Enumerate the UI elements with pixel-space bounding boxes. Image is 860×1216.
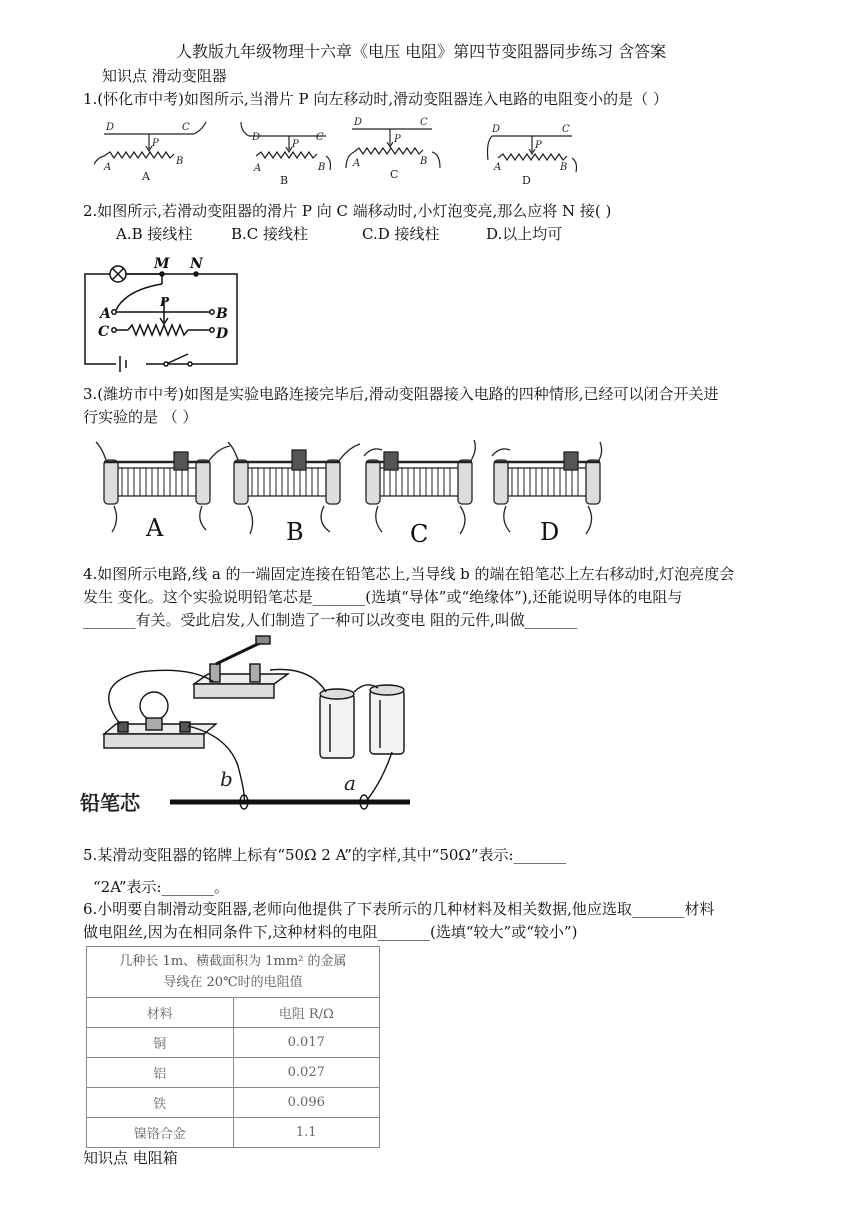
- q3-label-c: C: [410, 520, 429, 546]
- document-title: 人教版九年级物理十六章《电压 电阻》第四节变阻器同步练习 含答案: [176, 42, 667, 61]
- table-header-resistance: 电阻 R/Ω: [233, 998, 380, 1028]
- question-3-text-line1: 3.(潍坊市中考)如图是实验电路连接完毕后,滑动变阻器接入电路的四种情形,已经可以闭合开关进: [83, 385, 719, 403]
- q1-a-terminal-d: D: [106, 122, 115, 133]
- q1-b-terminal-b: B: [318, 162, 326, 173]
- table-row: [87, 1058, 380, 1088]
- q1-option-label-c: C: [390, 168, 399, 181]
- resistance-table: [86, 946, 380, 1148]
- q2-label-p: P: [160, 295, 170, 309]
- question-4-text-line2: 发生 变化。这个实验说明铅笔芯是_______(选填“导体”或“绝缘体”),还能说明导体的电阻与: [83, 588, 683, 606]
- table-cell-material: 铜: [87, 1028, 234, 1058]
- q1-b-terminal-c: C: [316, 132, 324, 143]
- q1-option-label-a: A: [142, 170, 150, 183]
- question-5-text-line2: “2A”表示:_______。: [93, 878, 230, 896]
- q1-d-terminal-b: B: [560, 162, 568, 173]
- table-caption-line2: 导线在 20℃时的电阻值: [163, 975, 303, 990]
- table-cell-material: 镍铬合金: [87, 1118, 234, 1148]
- q2-label-m: M: [154, 256, 170, 272]
- question-2-text: 2.如图所示,若滑动变阻器的滑片 P 向 C 端移动时,小灯泡变亮,那么应将 N 接( ): [83, 202, 612, 220]
- question-2-option-d: D.以上均可: [486, 225, 563, 243]
- table-cell-value: 0.017: [233, 1028, 380, 1058]
- question-6-text-line1: 6.小明要自制滑动变阻器,老师向他提供了下表所示的几种材料及相关数据,他应选取_______材料: [83, 900, 715, 918]
- q1-c-terminal-p: P: [394, 134, 401, 145]
- q1-d-terminal-a: A: [494, 162, 502, 173]
- question-2-option-c: C.D 接线柱: [362, 225, 440, 243]
- question-3-text-line2: 行实验的是 （ ）: [83, 408, 198, 426]
- section-heading-resistance-box: 知识点 电阻箱: [83, 1149, 178, 1167]
- q1-b-terminal-d: D: [252, 132, 261, 143]
- q4-pencil-lead-label: 铅笔芯: [80, 791, 140, 815]
- question-4-text-line3: _______有关。受此启发,人们制造了一种可以改变电 阻的元件,叫做_______: [83, 611, 578, 629]
- q1-d-terminal-d: D: [492, 124, 501, 135]
- q1-a-terminal-b: B: [176, 156, 184, 167]
- table-cell-value: 1.1: [233, 1118, 380, 1148]
- question-5-text-line1: 5.某滑动变阻器的铭牌上标有“50Ω 2 A”的字样,其中“50Ω”表示:_______: [83, 846, 567, 864]
- q1-a-terminal-c: C: [182, 122, 190, 133]
- table-row: [87, 1118, 380, 1148]
- q1-option-label-b: B: [280, 174, 289, 186]
- q2-label-d: D: [216, 326, 229, 342]
- question-4-text-line1: 4.如图所示电路,线 a 的一端固定连接在铅笔芯上,当导线 b 的端在铅笔芯上左右移动时,灯泡亮度会: [83, 565, 735, 583]
- q1-d-terminal-c: C: [562, 124, 570, 135]
- q3-label-a: A: [146, 514, 164, 542]
- question-3-rheostat-figures: [88, 436, 608, 546]
- table-cell-material: 铝: [87, 1058, 234, 1088]
- table-cell-value: 0.096: [233, 1088, 380, 1118]
- q4-wire-b-label: b: [220, 767, 233, 791]
- q2-label-b: B: [216, 306, 228, 322]
- table-header-material: 材料: [87, 998, 234, 1028]
- question-2-option-a: A.B 接线柱: [116, 225, 193, 243]
- table-caption-row: [87, 947, 380, 998]
- question-1-figure: [94, 114, 594, 186]
- q3-label-d: D: [540, 518, 560, 546]
- question-6-text-line2: 做电阻丝,因为在相同条件下,这种材料的电阻_______(选填“较大”或“较小”): [83, 923, 578, 941]
- table-caption: [87, 947, 380, 998]
- q1-b-terminal-a: A: [254, 163, 262, 174]
- q2-label-n: N: [190, 256, 203, 272]
- q1-option-label-d: D: [522, 174, 531, 186]
- section-heading-rheostat: 知识点 滑动变阻器: [102, 67, 227, 85]
- q1-c-terminal-a: A: [353, 158, 361, 169]
- q1-a-terminal-a: A: [104, 162, 112, 173]
- table-header-row: [87, 998, 380, 1028]
- table-cell-material: 铁: [87, 1088, 234, 1118]
- q3-label-b: B: [286, 518, 304, 546]
- q2-label-c: C: [98, 324, 110, 340]
- q1-c-terminal-b: B: [420, 156, 428, 167]
- question-2-circuit-figure: [80, 254, 250, 372]
- q1-b-terminal-p: P: [292, 139, 299, 150]
- q1-c-terminal-c: C: [420, 117, 428, 128]
- table-row: [87, 1028, 380, 1058]
- q1-a-terminal-p: P: [152, 138, 159, 149]
- table-row: [87, 1088, 380, 1118]
- table-cell-value: 0.027: [233, 1058, 380, 1088]
- question-4-pencil-circuit-figure: [80, 634, 420, 834]
- q1-d-terminal-p: P: [535, 140, 542, 151]
- question-2-option-b: B.C 接线柱: [231, 225, 309, 243]
- q2-label-a: A: [100, 306, 111, 322]
- q4-wire-a-label: a: [344, 771, 356, 795]
- table-caption-line1: 几种长 1m、横截面积为 1mm² 的金属: [119, 954, 347, 969]
- question-1-text: 1.(怀化市中考)如图所示,当滑片 P 向左移动时,滑动变阻器连入电路的电阻变小的是（ ）: [83, 90, 668, 108]
- q1-c-terminal-d: D: [354, 117, 363, 128]
